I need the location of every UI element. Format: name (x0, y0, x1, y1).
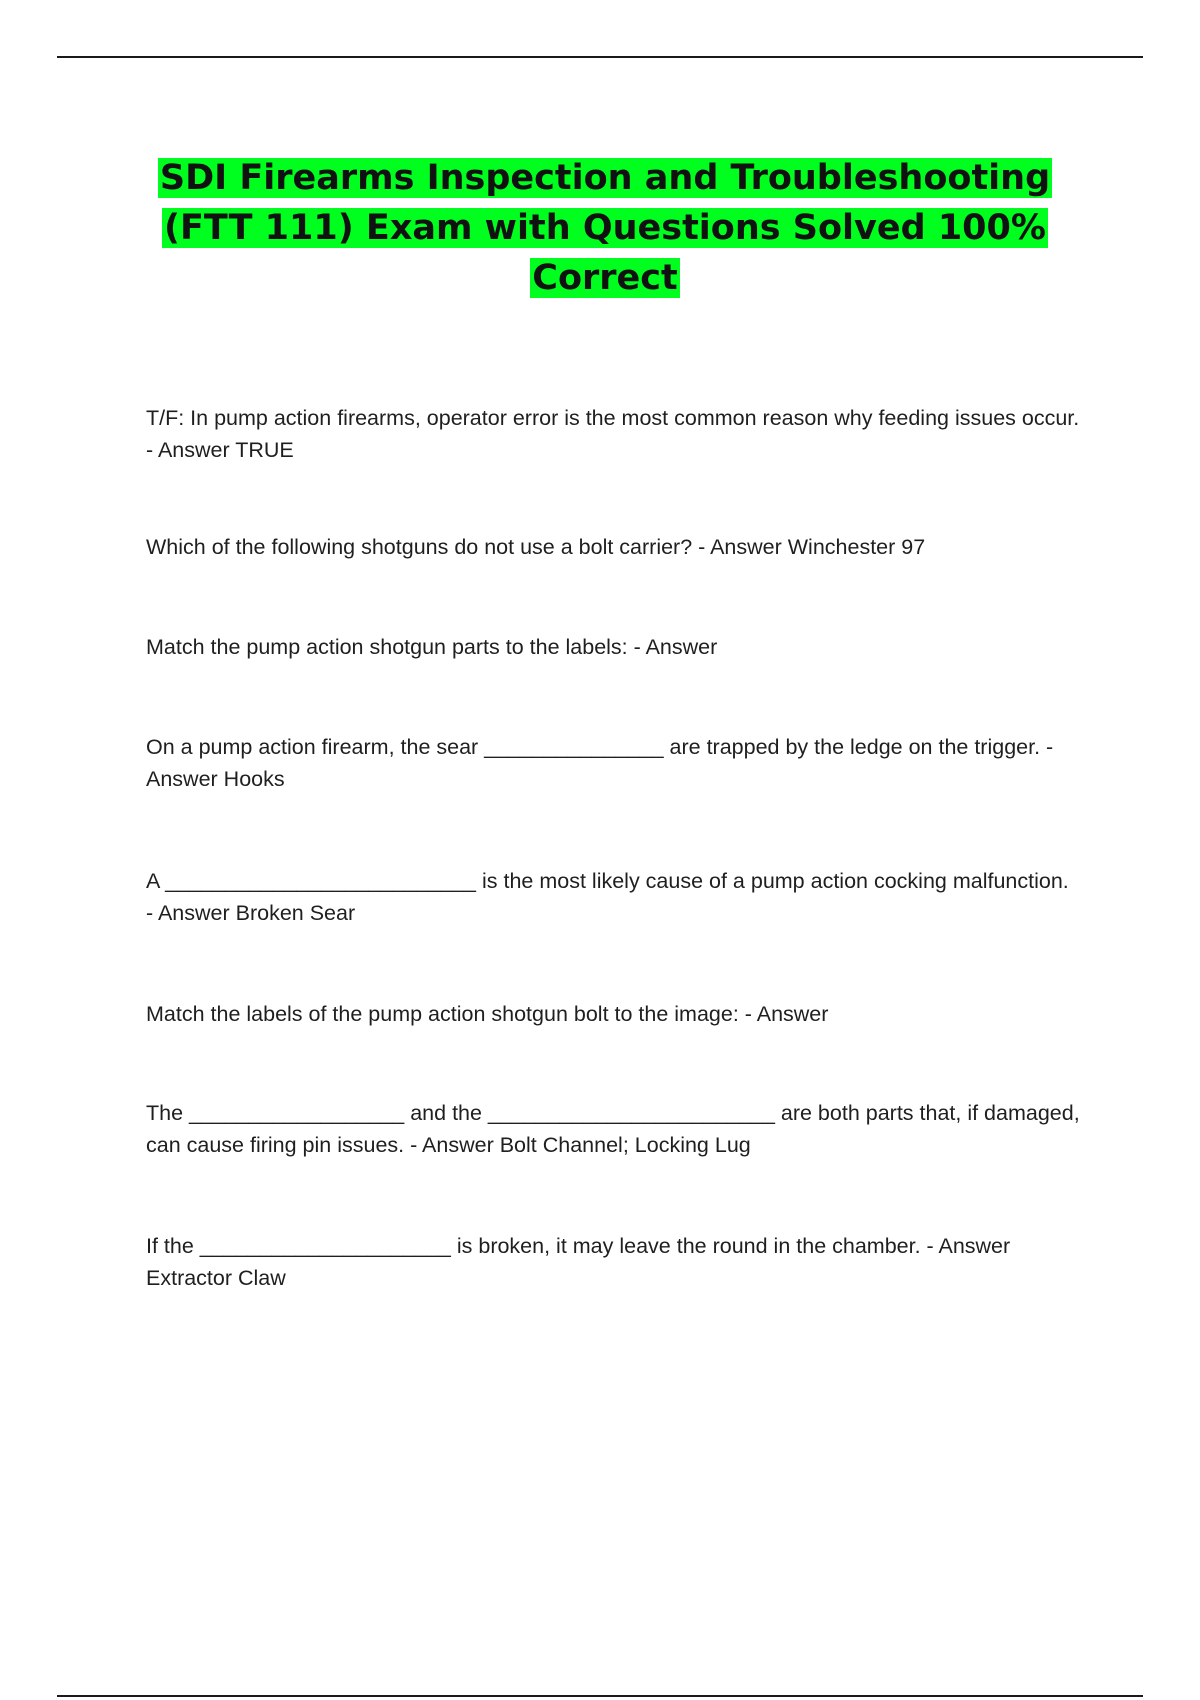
question-answer-item: On a pump action firearm, the sear _______________ are trapped by the ledge on the trigger. - Answer Hooks (146, 735, 1054, 791)
document-title: SDI Firearms Inspection and Troubleshooting (FTT 111) Exam with Questions Solved 100% Correct (159, 158, 1051, 298)
question-answer-item: Match the pump action shotgun parts to the labels: - Answer (146, 635, 718, 659)
question-answer-item: The __________________ and the ________________________ are both parts that, if damaged, can cause firing pin issues. - Answer Bolt Channel; Locking Lug (146, 1101, 1080, 1157)
question-answer-item: A __________________________ is the most likely cause of a pump action cocking malfunction. - Answer Broken Sear (146, 869, 1069, 925)
title-block (140, 153, 1070, 303)
bottom-rule (57, 1695, 1143, 1697)
top-rule (57, 56, 1143, 58)
question-answer-item: Which of the following shotguns do not use a bolt carrier? - Answer Winchester 97 (146, 535, 926, 559)
question-answer-item: Match the labels of the pump action shotgun bolt to the image: - Answer (146, 1002, 829, 1026)
question-answer-item: T/F: In pump action firearms, operator error is the most common reason why feeding issues occur. - Answer TRUE (146, 406, 1080, 462)
question-answer-item: If the _____________________ is broken, it may leave the round in the chamber. - Answer Extractor Claw (146, 1234, 1011, 1290)
